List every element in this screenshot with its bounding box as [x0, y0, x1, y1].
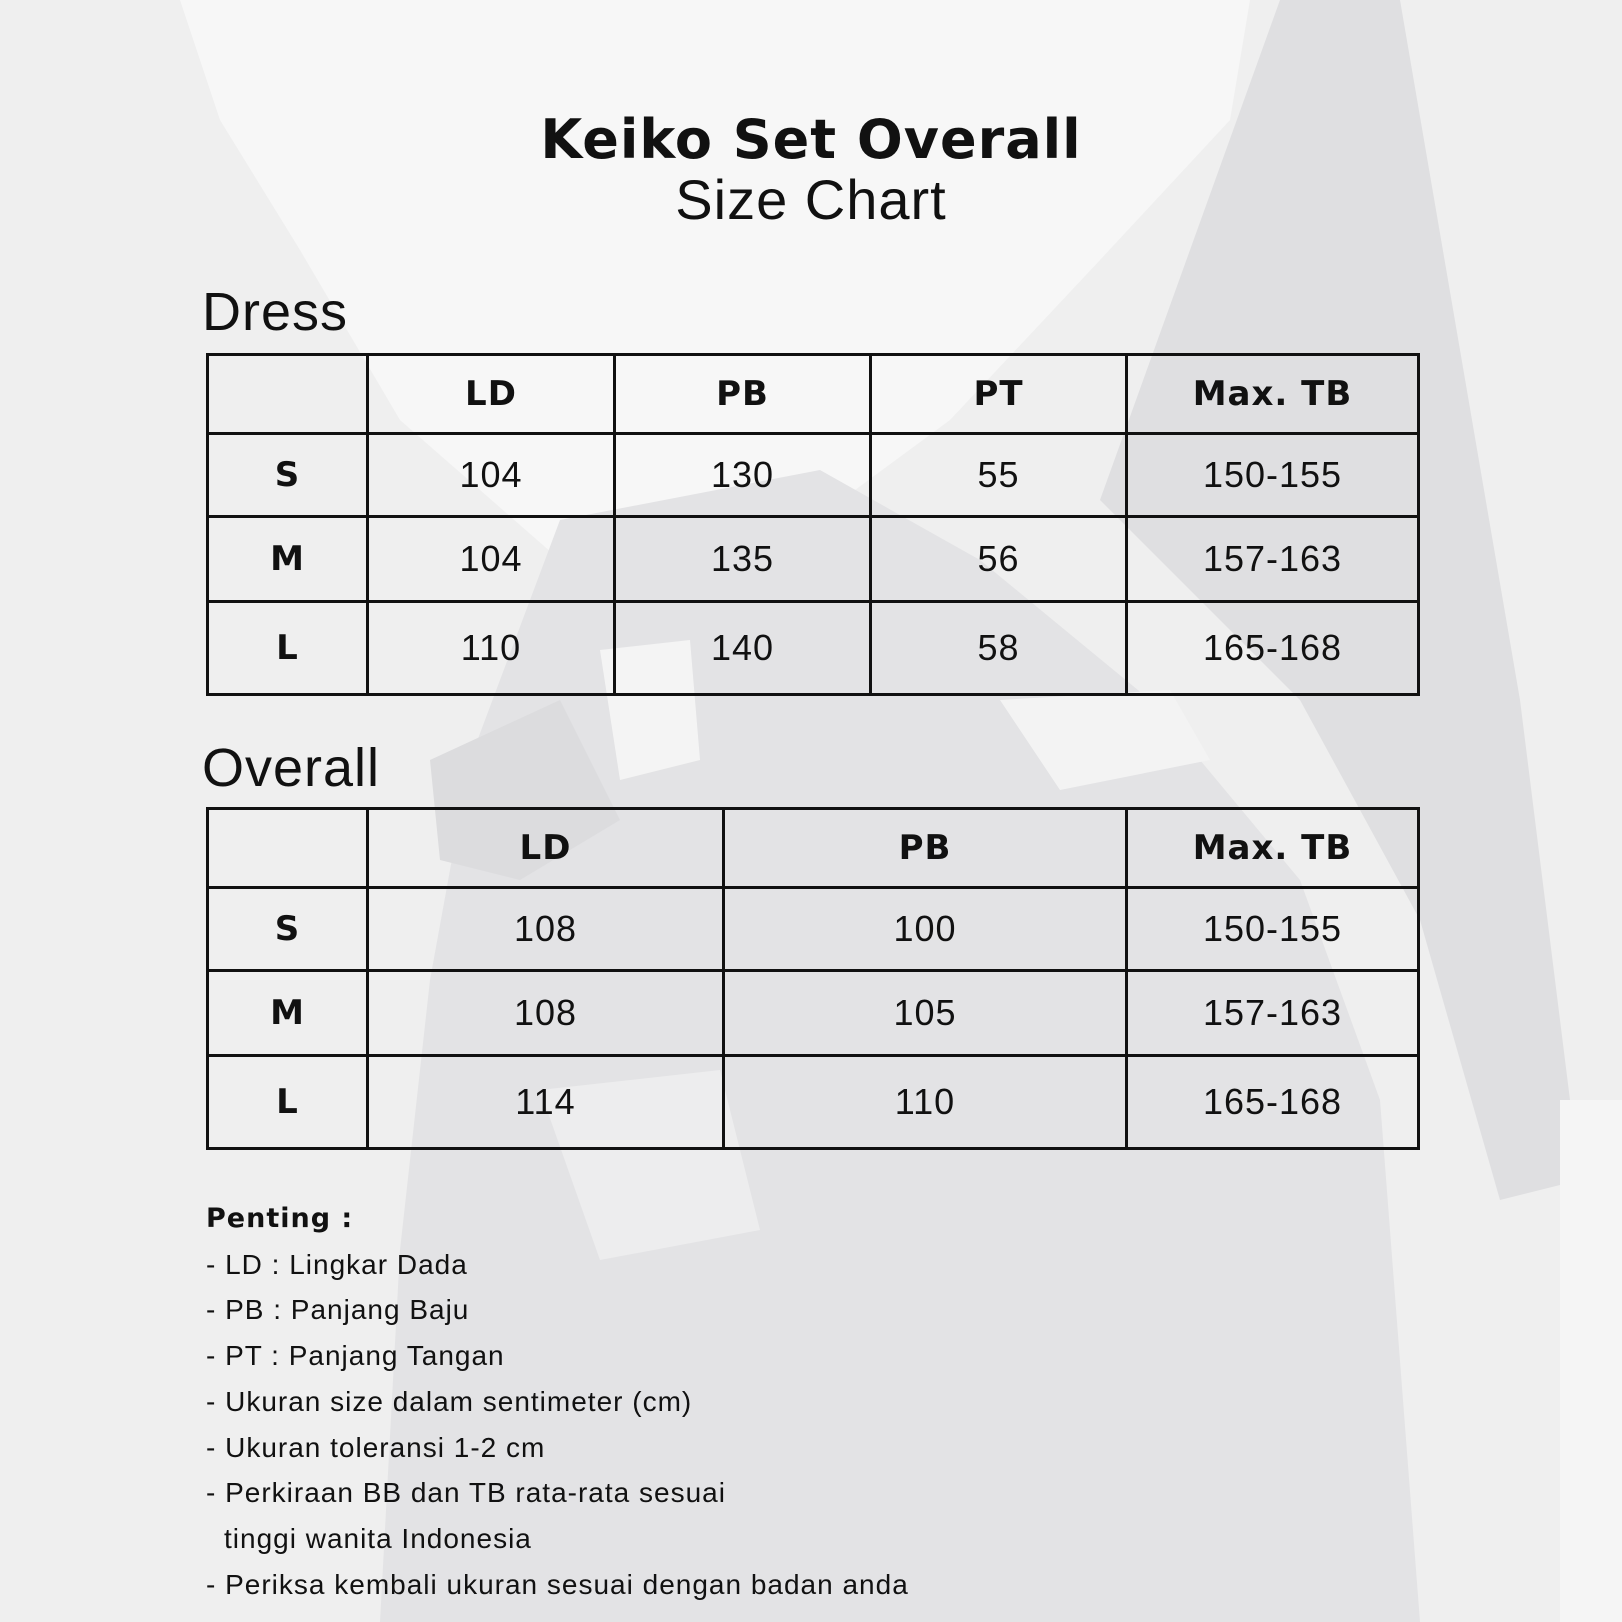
table-header-cell — [208, 809, 368, 888]
table-header-row — [208, 355, 1419, 434]
table-cell: 150-155 — [1127, 888, 1419, 971]
size-label: S — [208, 888, 368, 971]
table-cell: 140 — [615, 602, 871, 695]
overall-size-table — [206, 807, 1420, 1150]
notes-heading: Penting : — [206, 1203, 354, 1234]
dress-section-title: Dress — [202, 282, 349, 342]
table-cell: 135 — [615, 517, 871, 602]
table-cell: 110 — [368, 602, 615, 695]
table-header-cell: PB — [724, 809, 1127, 888]
table-cell: 56 — [871, 517, 1127, 602]
notes-section — [206, 1196, 909, 1607]
table-cell: 108 — [368, 888, 724, 971]
table-cell: 108 — [368, 971, 724, 1056]
page-title: Keiko Set Overall — [540, 108, 1082, 171]
note-item-continuation: tinggi wanita Indonesia — [224, 1522, 532, 1554]
note-item: - Periksa kembali ukuran sesuai dengan badan anda — [206, 1568, 909, 1600]
table-cell: 130 — [615, 434, 871, 517]
size-label: L — [208, 602, 368, 695]
table-row — [208, 971, 1419, 1056]
note-item: - Perkiraan BB dan TB rata-rata sesuai — [206, 1477, 726, 1509]
table-cell: 110 — [724, 1056, 1127, 1149]
table-cell: 157-163 — [1127, 517, 1419, 602]
table-header-cell: Max. TB — [1127, 809, 1419, 888]
table-row — [208, 1056, 1419, 1149]
table-cell: 114 — [368, 1056, 724, 1149]
page-subtitle: Size Chart — [675, 168, 947, 231]
table-header-cell — [208, 355, 368, 434]
note-item: - Ukuran toleransi 1-2 cm — [206, 1431, 546, 1463]
note-item: - PT : Panjang Tangan — [206, 1340, 505, 1372]
table-cell: 165-168 — [1127, 1056, 1419, 1149]
note-item: - PB : Panjang Baju — [206, 1294, 470, 1326]
table-header-cell: Max. TB — [1127, 355, 1419, 434]
table-cell: 150-155 — [1127, 434, 1419, 517]
table-row — [208, 434, 1419, 517]
table-cell: 165-168 — [1127, 602, 1419, 695]
table-row — [208, 888, 1419, 971]
size-label: S — [208, 434, 368, 517]
table-row — [208, 517, 1419, 602]
dress-size-table — [206, 353, 1420, 696]
table-row — [208, 602, 1419, 695]
table-cell: 104 — [368, 434, 615, 517]
table-cell: 100 — [724, 888, 1127, 971]
overall-section-title: Overall — [202, 738, 381, 798]
table-cell: 55 — [871, 434, 1127, 517]
table-header-cell: PB — [615, 355, 871, 434]
note-item: - LD : Lingkar Dada — [206, 1248, 468, 1280]
size-label: M — [208, 971, 368, 1056]
table-header-cell: LD — [368, 355, 615, 434]
table-cell: 58 — [871, 602, 1127, 695]
table-cell: 104 — [368, 517, 615, 602]
table-header-cell: LD — [368, 809, 724, 888]
size-label: M — [208, 517, 368, 602]
note-item: - Ukuran size dalam sentimeter (cm) — [206, 1385, 693, 1417]
table-header-cell: PT — [871, 355, 1127, 434]
table-cell: 157-163 — [1127, 971, 1419, 1056]
size-label: L — [208, 1056, 368, 1149]
table-cell: 105 — [724, 971, 1127, 1056]
table-header-row — [208, 809, 1419, 888]
